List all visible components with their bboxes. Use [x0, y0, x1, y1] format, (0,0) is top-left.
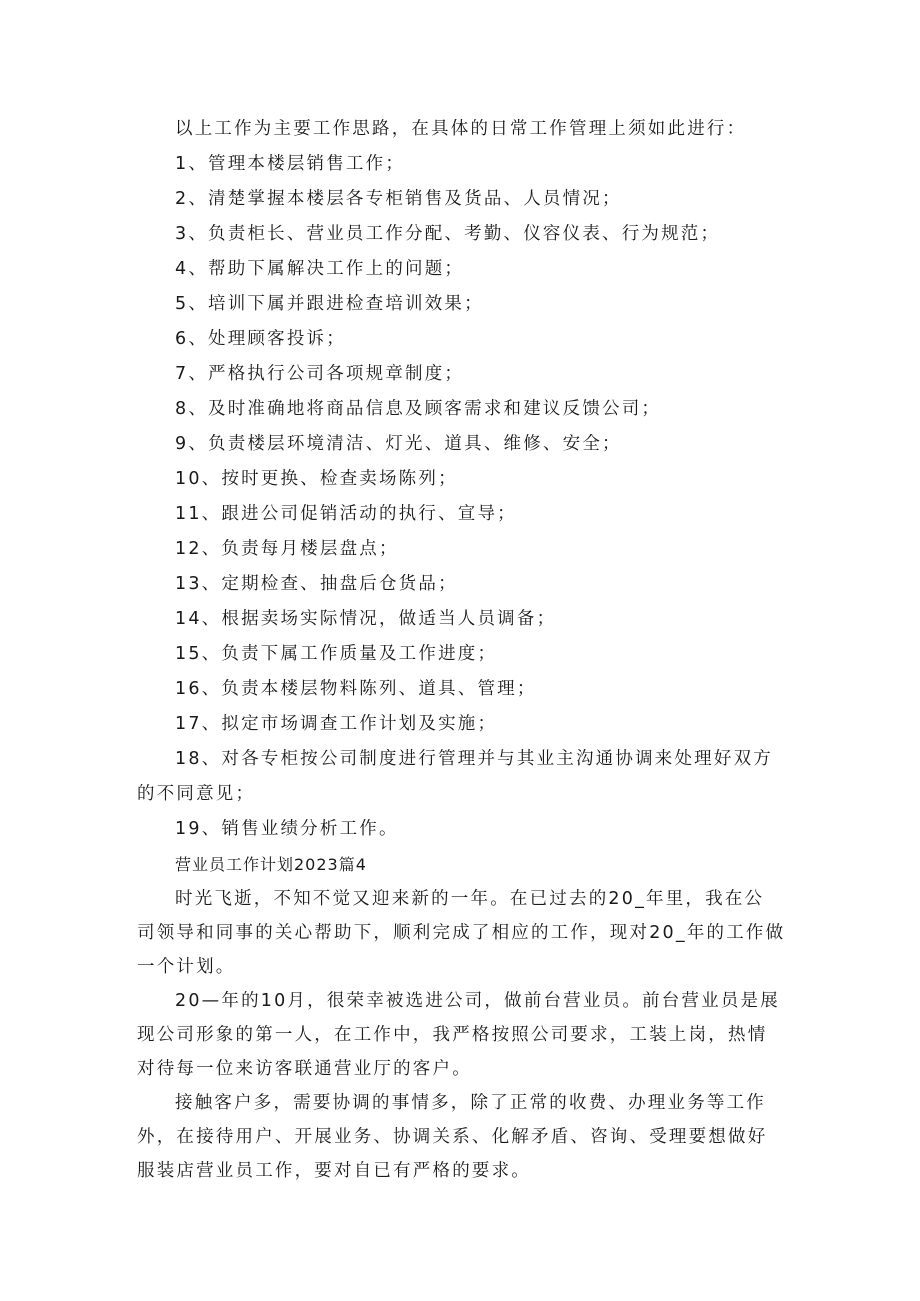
list-item: 1、管理本楼层销售工作；	[175, 154, 406, 174]
list-item: 5、培训下属并跟进检查培训效果；	[175, 294, 484, 314]
paragraph-1	[137, 882, 789, 984]
paragraph-line: 对待每一位来访客联通营业厅的客户。	[137, 1059, 472, 1079]
list-item: 14、根据卖场实际情况，做适当人员调备；	[175, 609, 557, 629]
list-item: 9、负责楼层环境清洁、灯光、道具、维修、安全；	[175, 434, 622, 454]
section-heading: 营业员工作计划2023篇4	[175, 855, 367, 874]
paragraph-3	[137, 1086, 789, 1188]
paragraph-line: 一个计划。	[137, 957, 236, 977]
list-item: 12、负责每月楼层盘点；	[175, 539, 399, 559]
list-item: 4、帮助下属解决工作上的问题；	[175, 259, 465, 279]
paragraph-line: 时光飞逝，不知不觉又迎来新的一年。在已过去的20_年里，我在公	[175, 889, 765, 909]
document-body	[137, 112, 789, 1188]
list-item-18-line1: 18、对各专柜按公司制度进行管理并与其业主沟通协调来处理好双方	[175, 749, 773, 769]
list-item: 11、跟进公司促销活动的执行、宣导；	[175, 504, 517, 524]
list-item: 2、清楚掌握本楼层各专柜销售及货品、人员情况；	[175, 189, 622, 209]
list-item: 7、严格执行公司各项规章制度；	[175, 364, 465, 384]
paragraph-line: 接触客户多，需要协调的事情多，除了正常的收费、办理业务等工作	[175, 1093, 766, 1113]
list-item: 13、定期检查、抽盘后仓货品；	[175, 574, 458, 594]
intro-line: 以上工作为主要工作思路，在具体的日常工作管理上须如此进行：	[175, 119, 747, 139]
paragraph-line: 司领导和同事的关心帮助下，顺利完成了相应的工作，现对20_年的工作做	[137, 923, 786, 943]
list-item-18-line2: 的不同意见；	[137, 784, 256, 804]
list-item: 6、处理顾客投诉；	[175, 329, 346, 349]
list-item-19: 19、销售业绩分析工作。	[175, 819, 399, 839]
paragraph-line: 现公司形象的第一人，在工作中，我严格按照公司要求，工装上岗，热情	[137, 1025, 768, 1045]
list-item: 8、及时准确地将商品信息及顾客需求和建议反馈公司；	[175, 399, 662, 419]
list-item: 17、拟定市场调查工作计划及实施；	[175, 714, 498, 734]
list-item: 10、按时更换、检查卖场陈列；	[175, 469, 458, 489]
list-item: 16、负责本楼层物料陈列、道具、管理；	[175, 679, 537, 699]
list-item: 3、负责柜长、营业员工作分配、考勤、仪容仪表、行为规范；	[175, 224, 721, 244]
paragraph-2	[137, 984, 789, 1086]
list-item: 15、负责下属工作质量及工作进度；	[175, 644, 498, 664]
paragraph-line: 20—年的10月，很荣幸被选进公司，做前台营业员。前台营业员是展	[175, 991, 780, 1011]
paragraph-line: 服装店营业员工作，要对自已有严格的要求。	[137, 1161, 531, 1181]
paragraph-line: 外，在接待用户、开展业务、协调关系、化解矛盾、咨询、受理要想做好	[137, 1127, 768, 1147]
